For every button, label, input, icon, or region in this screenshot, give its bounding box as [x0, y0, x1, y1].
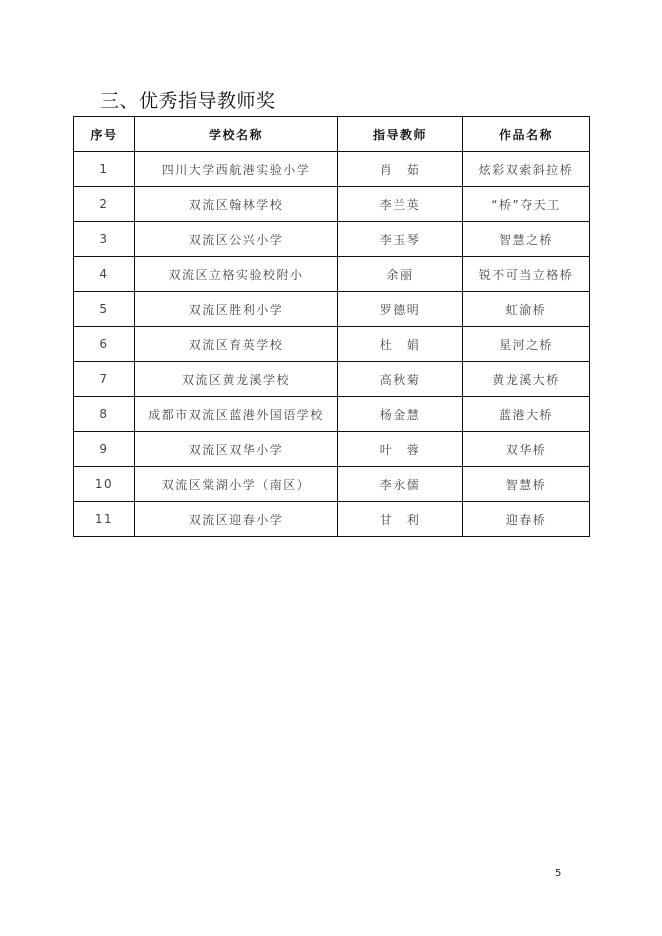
cell-work: 蓝港大桥 [463, 397, 590, 432]
cell-teacher: 叶 蓉 [338, 432, 463, 467]
cell-work: 虹渝桥 [463, 292, 590, 327]
cell-school: 双流区迎春小学 [135, 502, 338, 537]
cell-index: 11 [74, 502, 135, 537]
cell-work: 炫彩双索斜拉桥 [463, 152, 590, 187]
cell-teacher: 李永儒 [338, 467, 463, 502]
table-row [74, 187, 590, 222]
cell-index: 3 [74, 222, 135, 257]
cell-school: 双流区黄龙溪学校 [135, 362, 338, 397]
cell-index: 7 [74, 362, 135, 397]
cell-school: 双流区翰林学校 [135, 187, 338, 222]
cell-school: 双流区立格实验校附小 [135, 257, 338, 292]
cell-school: 双流区公兴小学 [135, 222, 338, 257]
cell-school: 双流区双华小学 [135, 432, 338, 467]
cell-index: 4 [74, 257, 135, 292]
cell-work: 星河之桥 [463, 327, 590, 362]
cell-teacher: 余丽 [338, 257, 463, 292]
table-row [74, 502, 590, 537]
section-title: 三、优秀指导教师奖 [100, 90, 276, 112]
cell-work: 迎春桥 [463, 502, 590, 537]
cell-index: 5 [74, 292, 135, 327]
table-row [74, 362, 590, 397]
header-index: 序号 [74, 117, 135, 152]
cell-work: 智慧桥 [463, 467, 590, 502]
cell-index: 2 [74, 187, 135, 222]
header-teacher: 指导教师 [338, 117, 463, 152]
cell-teacher: 李兰英 [338, 187, 463, 222]
table-row [74, 432, 590, 467]
cell-teacher: 杜 娟 [338, 327, 463, 362]
cell-teacher: 罗德明 [338, 292, 463, 327]
cell-index: 9 [74, 432, 135, 467]
cell-work: 双华桥 [463, 432, 590, 467]
table-row [74, 257, 590, 292]
cell-index: 8 [74, 397, 135, 432]
cell-school: 四川大学西航港实验小学 [135, 152, 338, 187]
table-row [74, 222, 590, 257]
cell-teacher: 李玉琴 [338, 222, 463, 257]
cell-work: “桥”夺天工 [463, 187, 590, 222]
award-table [73, 116, 590, 537]
table-header-row [74, 117, 590, 152]
cell-index: 10 [74, 467, 135, 502]
cell-teacher: 高秋菊 [338, 362, 463, 397]
table-row [74, 292, 590, 327]
table-row [74, 152, 590, 187]
cell-index: 6 [74, 327, 135, 362]
cell-work: 智慧之桥 [463, 222, 590, 257]
table-row [74, 327, 590, 362]
header-school: 学校名称 [135, 117, 338, 152]
table-row [74, 397, 590, 432]
header-work: 作品名称 [463, 117, 590, 152]
cell-school: 双流区棠湖小学（南区） [135, 467, 338, 502]
cell-school: 成都市双流区蓝港外国语学校 [135, 397, 338, 432]
cell-school: 双流区胜利小学 [135, 292, 338, 327]
cell-school: 双流区育英学校 [135, 327, 338, 362]
cell-work: 锐不可当立格桥 [463, 257, 590, 292]
page-number: 5 [555, 868, 562, 879]
cell-teacher: 杨金慧 [338, 397, 463, 432]
cell-index: 1 [74, 152, 135, 187]
table-row [74, 467, 590, 502]
cell-work: 黄龙溪大桥 [463, 362, 590, 397]
cell-teacher: 甘 利 [338, 502, 463, 537]
cell-teacher: 肖 茹 [338, 152, 463, 187]
